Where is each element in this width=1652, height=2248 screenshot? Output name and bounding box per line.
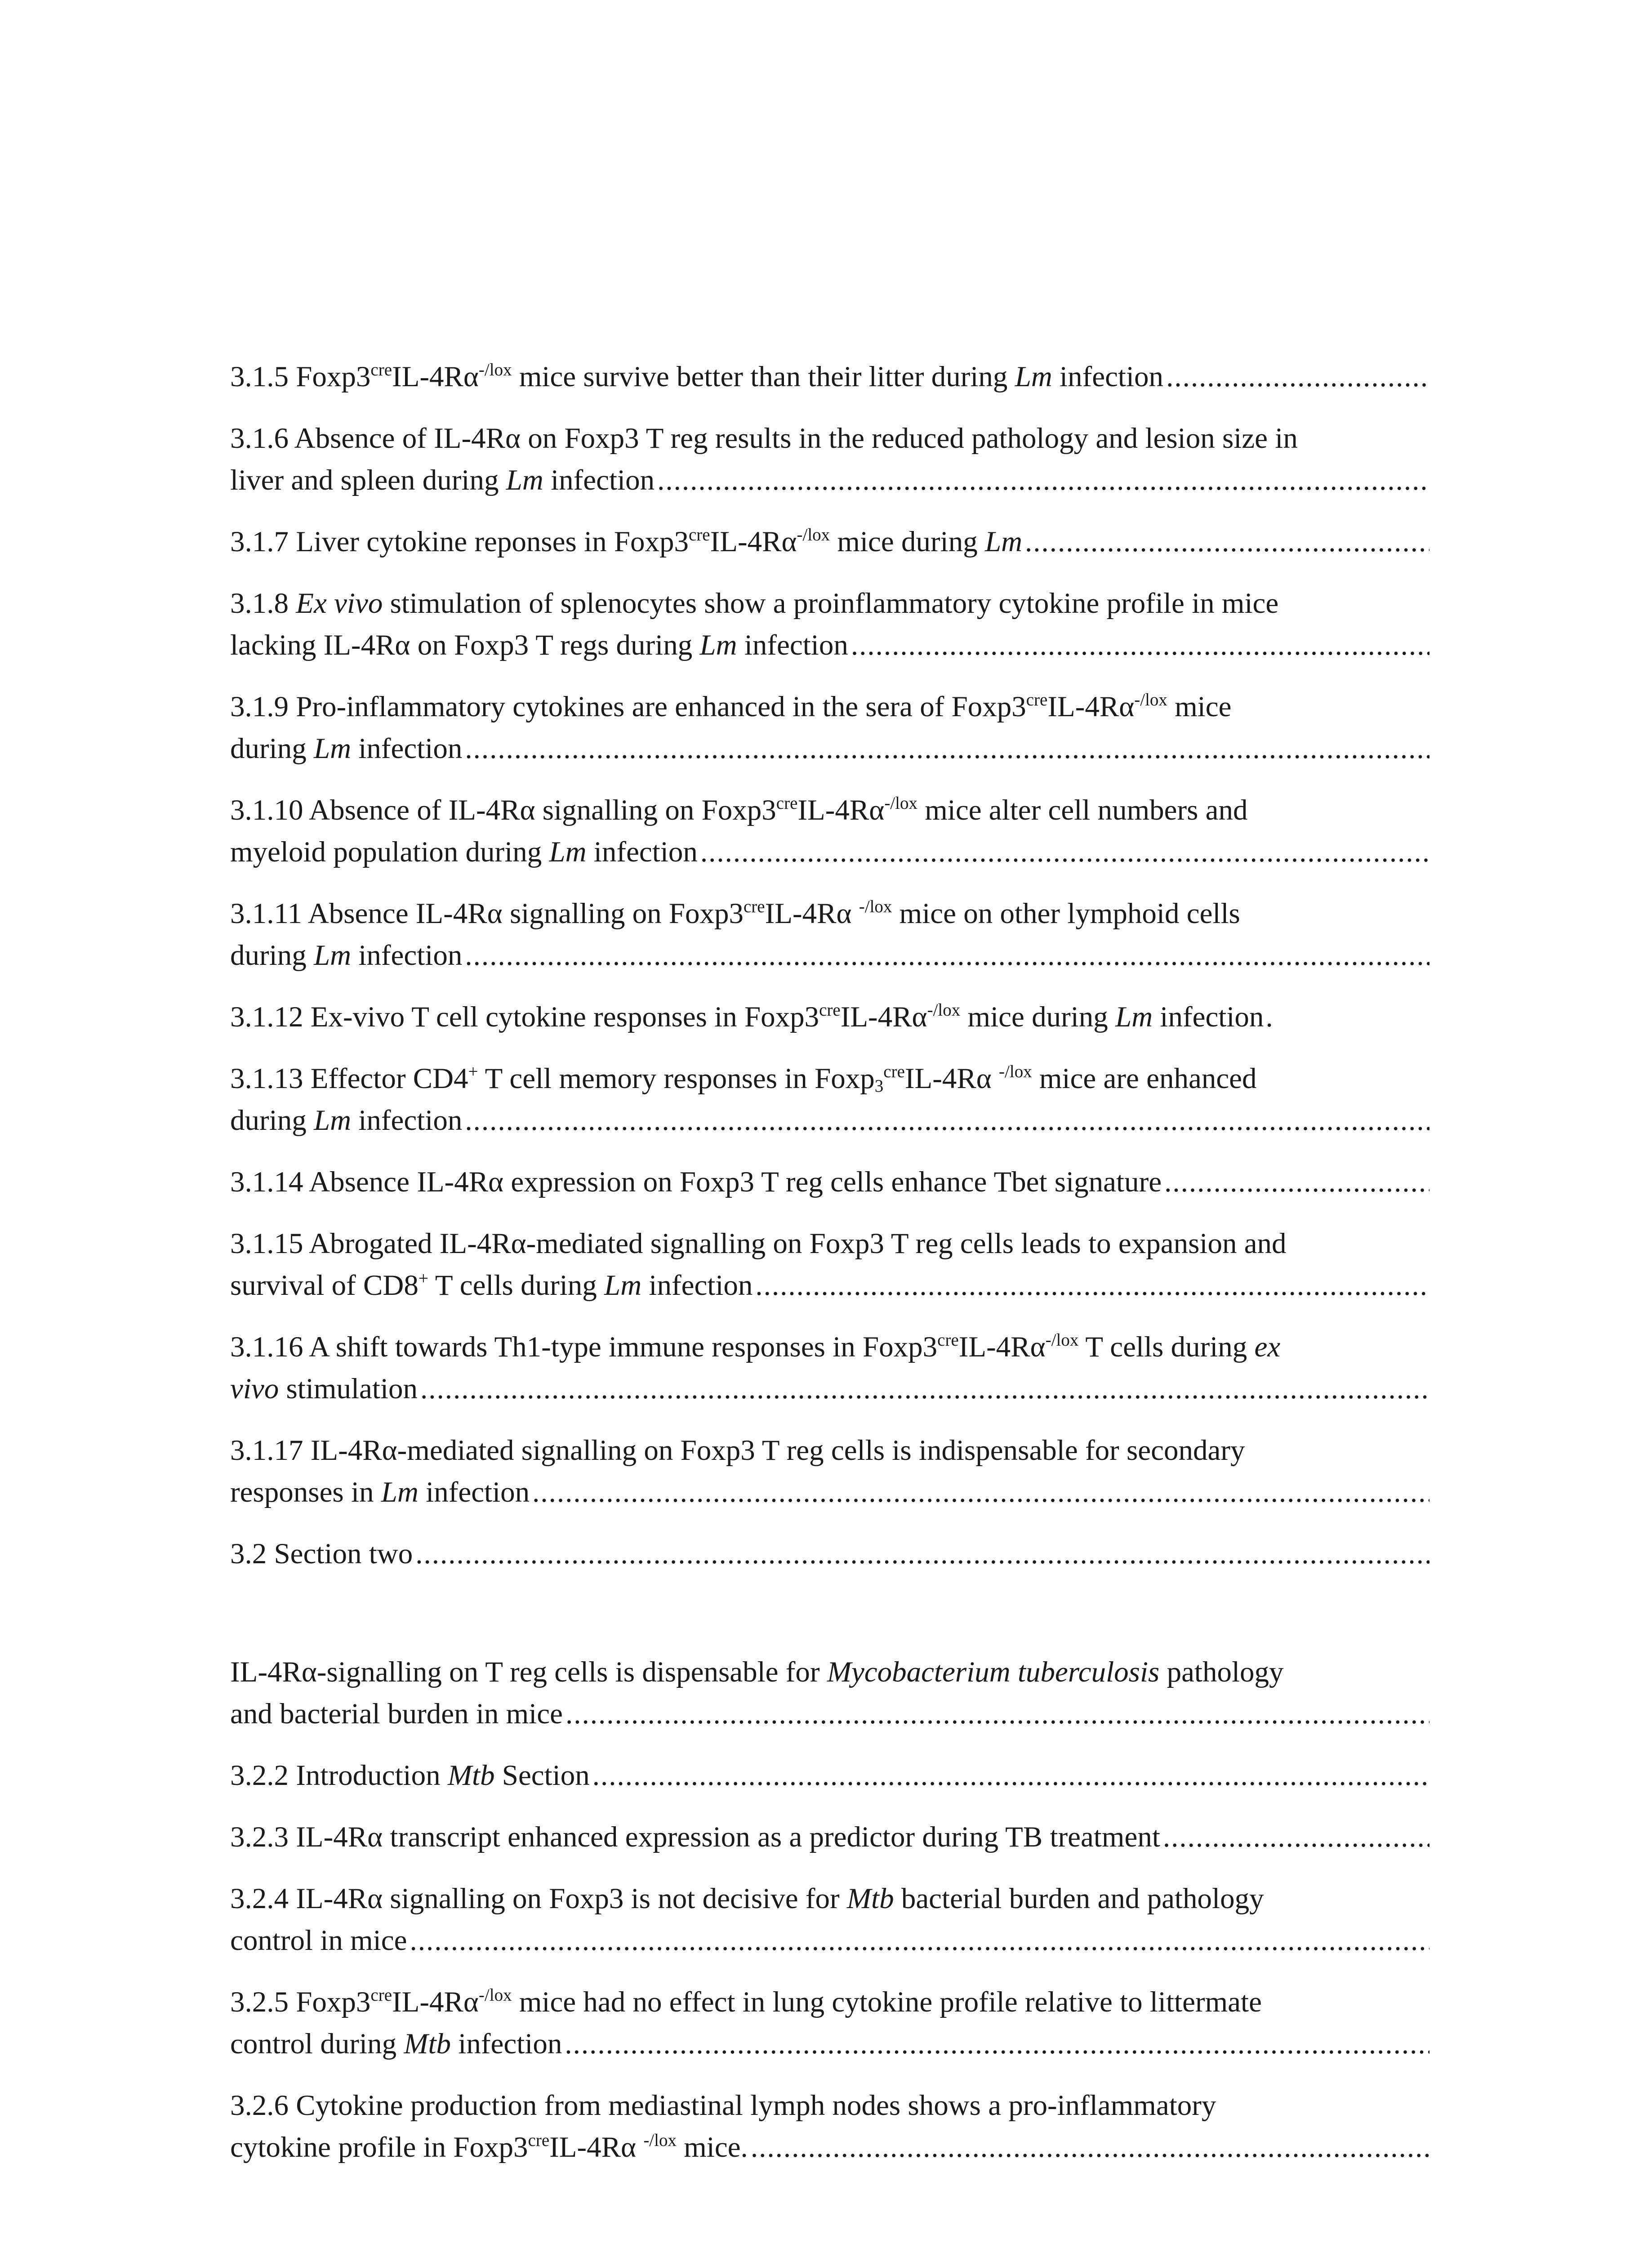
toc-entry-3-1-6[interactable]: [230, 418, 1429, 501]
toc-entry-3-1-17[interactable]: [230, 1430, 1429, 1513]
toc-line: [230, 356, 1429, 398]
dot-leader: [465, 935, 1429, 977]
entry-text: during Lm infection: [230, 732, 463, 765]
entry-text: myeloid population during Lm infection: [230, 836, 698, 868]
toc-line: 3.2.5 $Foxp3^{cre}IL-4R\alpha^{-/lox}$ mice had no effect in lung cytokine profile relative to littermate: [230, 1985, 1262, 2018]
dot-leader: [751, 2127, 1429, 2168]
toc-line: [230, 1816, 1429, 1858]
toc-entry-3-1-12[interactable]: [230, 996, 1429, 1038]
toc-entry-3-2-1[interactable]: [230, 1651, 1429, 1735]
entry-text: 3.2.2 Introduction Mtb Section: [230, 1759, 590, 1792]
toc-entry-3-1-11[interactable]: [230, 893, 1429, 977]
entry-text: vivo stimulation: [230, 1373, 418, 1405]
toc-entry-3-1-7[interactable]: [230, 521, 1429, 563]
toc-entry-3-2-3[interactable]: [230, 1816, 1429, 1858]
toc-line: 3.1.8 Ex vivo stimulation of splenocytes show a proinflammatory cytokine profile in mice: [230, 587, 1279, 620]
entry-text: and bacterial burden in mice: [230, 1698, 563, 1730]
toc-entry-3-1-5[interactable]: [230, 356, 1429, 398]
toc-line: [230, 459, 1429, 501]
dot-leader: [657, 459, 1429, 501]
toc-entry-3-1-15[interactable]: [230, 1223, 1429, 1307]
toc-line: [230, 935, 1429, 977]
toc-line: 3.1.6 Absence of IL-4Rα on Foxp3 T reg results in the reduced pathology and lesion size in: [230, 422, 1298, 455]
toc-entry-3-1-9[interactable]: [230, 686, 1429, 770]
entry-text: cytokine profile in $Foxp3^{cre}IL-4R\alpha$ $^{-/lox}$ mice.: [230, 2130, 748, 2163]
entry-text: during Lm infection: [230, 939, 463, 972]
dot-leader: [1163, 1816, 1429, 1858]
dot-leader: [415, 1533, 1429, 1575]
table-of-contents: [230, 356, 1429, 2188]
toc-line: [230, 521, 1429, 563]
toc-line: 3.1.13 Effector CD4+ T cell memory responses in Foxp$_3^{cre}$IL-4Rα $^{-/lox}$ mice are enhanced: [230, 1062, 1257, 1096]
entry-text: control during Mtb infection: [230, 2028, 562, 2060]
toc-line: 3.2.6 Cytokine production from mediastinal lymph nodes shows a pro-inflammatory: [230, 2089, 1216, 2122]
dot-leader: [1025, 521, 1429, 563]
toc-line: [230, 1533, 1429, 1575]
dot-leader: [1166, 356, 1429, 398]
toc-line: 3.2.4 IL-4Rα signalling on Foxp3 is not decisive for Mtb bacterial burden and pathology: [230, 1882, 1264, 1915]
entry-text: 3.2 Section two: [230, 1538, 413, 1570]
entry-text: 3.1.7 Liver cytokine reponses in $Foxp3^{cre}IL-4R\alpha^{-/lox}$ mice during Lm: [230, 525, 1023, 558]
entry-text: survival of CD8+ T cells during Lm infection: [230, 1268, 753, 1302]
dot-leader: [1164, 1161, 1429, 1203]
toc-line: [230, 2127, 1429, 2168]
dot-leader: [755, 1265, 1429, 1307]
toc-entry-3-2[interactable]: [230, 1533, 1429, 1575]
toc-line: 3.1.16 A shift towards Th1-type immune responses in $Foxp3^{cre}IL-4R\alpha^{-/lox}$ T cells during ex: [230, 1330, 1281, 1363]
toc-line: IL-4Rα-signalling on T reg cells is dispensable for Mycobacterium tuberculosis pathology: [230, 1656, 1284, 1688]
dot-leader: [851, 624, 1429, 666]
dot-leader: [532, 1472, 1429, 1513]
dot-leader: [565, 2023, 1429, 2065]
toc-line: 3.1.9 Pro-inflammatory cytokines are enhanced in the sera of $Foxp3^{cre}IL-4R\alpha^{-/lox}$ mice: [230, 690, 1232, 723]
dot-leader: [420, 1368, 1429, 1410]
toc-entry-3-1-16[interactable]: [230, 1326, 1429, 1410]
toc-line: [230, 2023, 1429, 2065]
toc-entry-3-1-13[interactable]: [230, 1058, 1429, 1142]
entry-text: during Lm infection: [230, 1104, 463, 1137]
dot-leader: [465, 728, 1429, 770]
toc-entry-3-1-8[interactable]: [230, 583, 1429, 666]
toc-line: 3.1.11 Absence IL-4Rα signalling on $Foxp3^{cre}IL-4R\alpha$ $^{-/lox}$ mice on other lymphoid cells: [230, 897, 1240, 930]
toc-entry-3-1-14[interactable]: [230, 1161, 1429, 1203]
toc-line: [230, 1368, 1429, 1410]
entry-text: liver and spleen during Lm infection: [230, 464, 655, 496]
entry-text: 3.1.12 Ex-vivo T cell cytokine responses in $Foxp3^{cre}IL-4R\alpha^{-/lox}$ mice during Lm infection: [230, 1000, 1264, 1033]
toc-line: [230, 831, 1429, 873]
dot-leader: [465, 1100, 1429, 1142]
dot-leader: [566, 1693, 1429, 1735]
dot-leader: [700, 831, 1429, 873]
toc-line: [230, 728, 1429, 770]
toc-line: [230, 1472, 1429, 1513]
entry-text: 3.2.3 IL-4Rα transcript enhanced expression as a predictor during TB treatment: [230, 1821, 1160, 1853]
toc-line: [230, 996, 1429, 1038]
dot-leader: [410, 1920, 1430, 1962]
toc-line: [230, 1920, 1429, 1962]
toc-entry-3-2-5[interactable]: [230, 1981, 1429, 2065]
toc-line: [230, 1161, 1429, 1203]
toc-entry-3-2-6[interactable]: [230, 2085, 1429, 2168]
toc-entry-3-1-10[interactable]: [230, 789, 1429, 873]
toc-line: [230, 1100, 1429, 1142]
dot-leader: [592, 1755, 1429, 1797]
toc-line: [230, 1755, 1429, 1797]
dot-leader: .: [1265, 1001, 1273, 1033]
toc-line: [230, 1265, 1429, 1307]
toc-line: [230, 1693, 1429, 1735]
toc-entry-3-2-2[interactable]: [230, 1755, 1429, 1797]
entry-text: responses in Lm infection: [230, 1476, 530, 1508]
toc-entry-3-2-4[interactable]: [230, 1878, 1429, 1962]
toc-line: 3.1.10 Absence of IL-4Rα signalling on $Foxp3^{cre}IL-4R\alpha^{-/lox}$ mice alter cell numbers and: [230, 793, 1248, 826]
entry-text: lacking IL-4Rα on Foxp3 T regs during Lm infection: [230, 629, 848, 661]
entry-text: control in mice: [230, 1924, 407, 1957]
toc-line: [230, 624, 1429, 666]
toc-line: 3.1.15 Abrogated IL-4Rα-mediated signalling on Foxp3 T reg cells leads to expansion and: [230, 1227, 1287, 1260]
toc-line: 3.1.17 IL-4Rα-mediated signalling on Foxp3 T reg cells is indispensable for secondary: [230, 1434, 1245, 1467]
entry-text: 3.1.5 $Foxp3^{cre}IL-4R\alpha^{-/lox}$ mice survive better than their litter during Lm infection: [230, 360, 1164, 393]
entry-text: 3.1.14 Absence IL-4Rα expression on Foxp3 T reg cells enhance Tbet signature: [230, 1166, 1162, 1198]
